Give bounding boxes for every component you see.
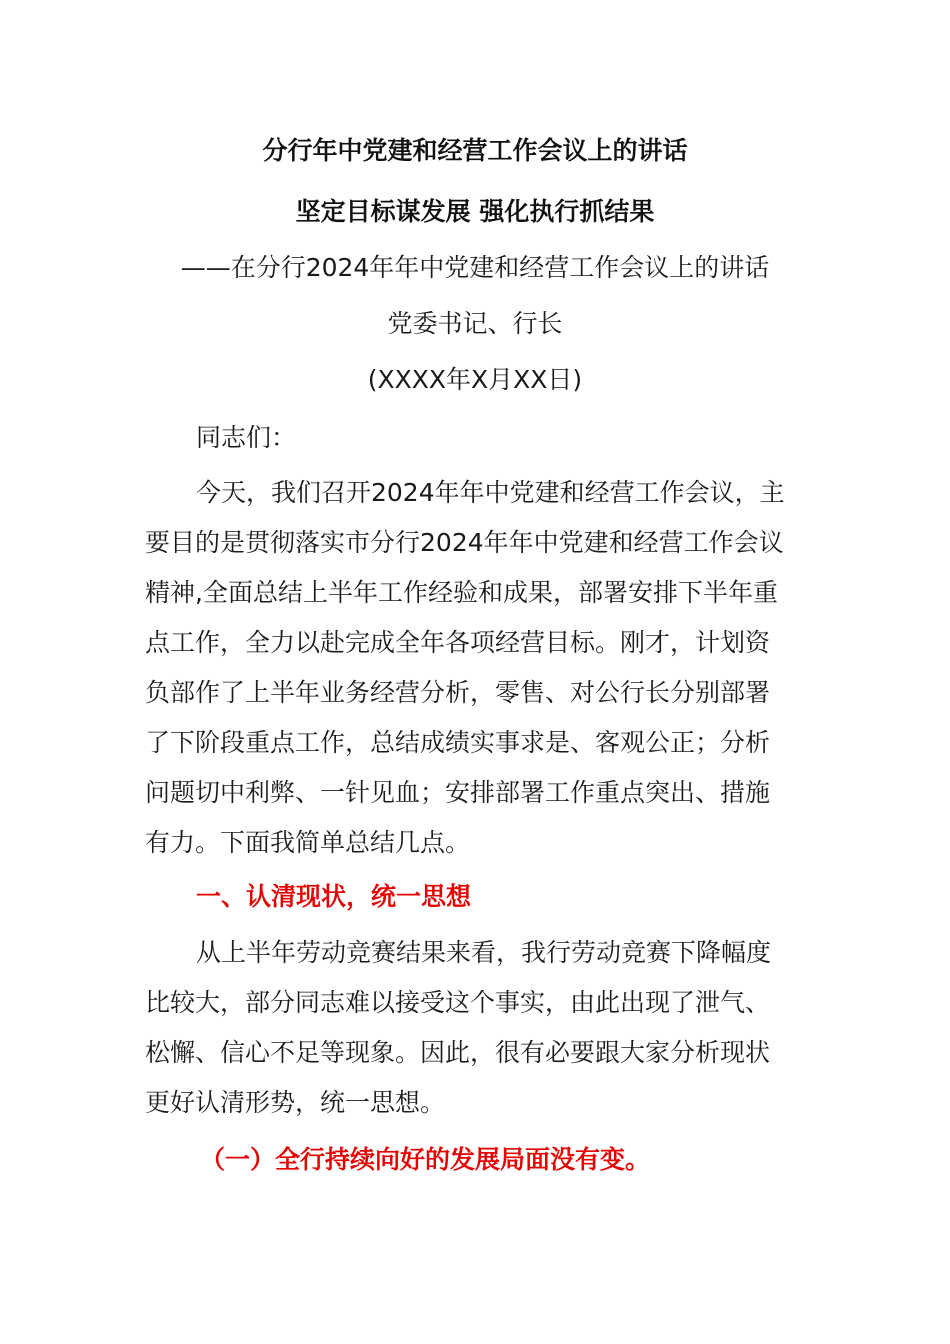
- paragraph-line: 了下阶段重点工作，总结成绩实事求是、客观公正；分析: [145, 728, 771, 757]
- paragraph-line: 问题切中利弊、一针见血；安排部署工作重点突出、措施: [145, 778, 771, 807]
- speaker-line: 党委书记、行长: [387, 309, 563, 338]
- subsection-heading-1: （一）全行持续向好的发展局面没有变。: [200, 1145, 651, 1174]
- greeting: 同志们：: [196, 423, 297, 452]
- paragraph-line: 要目的是贯彻落实市分行2024年年中党建和经营工作会议: [145, 528, 784, 557]
- document-subtitle: 坚定目标谋发展 强化执行抓结果: [295, 197, 655, 226]
- paragraph-line: 点工作，全力以赴完成全年各项经营目标。刚才，计划资: [145, 628, 771, 657]
- paragraph-line: 有力。下面我简单总结几点。: [145, 828, 471, 857]
- document-subsubtitle: ——在分行2024年年中党建和经营工作会议上的讲话: [180, 253, 770, 282]
- date-line: (XXXX年X月XX日): [367, 365, 583, 394]
- paragraph-line: 松懈、信心不足等现象。因此，很有必要跟大家分析现状: [145, 1038, 771, 1067]
- paragraph-intro: [145, 468, 810, 868]
- paragraph-line: 从上半年劳动竞赛结果来看，我行劳动竞赛下降幅度: [196, 938, 772, 967]
- document-title: 分行年中党建和经营工作会议上的讲话: [262, 136, 688, 165]
- paragraph-line: 负部作了上半年业务经营分析，零售、对公行长分别部署: [145, 678, 771, 707]
- paragraph-line: 更好认清形势，统一思想。: [145, 1088, 446, 1117]
- section-heading-1: 一、认清现状，统一思想: [196, 882, 472, 911]
- paragraph-line: 比较大，部分同志难以接受这个事实，由此出现了泄气、: [145, 988, 771, 1017]
- paragraph-line: 精神,全面总结上半年工作经验和成果，部署安排下半年重: [145, 578, 778, 607]
- paragraph-line: 今天，我们召开2024年年中党建和经营工作会议，主: [196, 478, 785, 507]
- paragraph-section-1: [145, 928, 810, 1128]
